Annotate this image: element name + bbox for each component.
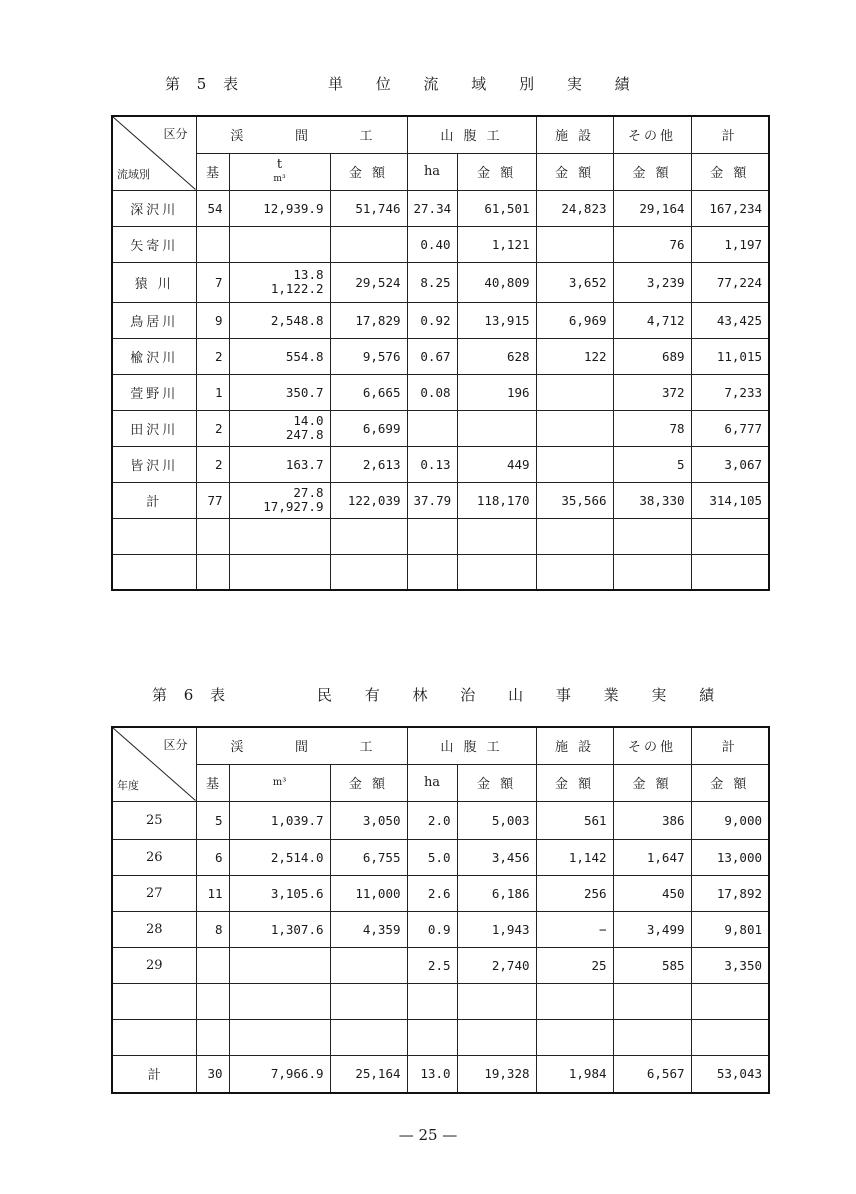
kei-cell: 53,043	[691, 1055, 769, 1093]
row-name-cell	[112, 983, 196, 1019]
volume-cell: 7,966.9	[229, 1055, 330, 1093]
table6-ha-header: ha	[407, 764, 457, 801]
shisetsu-cell: 24,823	[536, 190, 613, 226]
shisetsu-cell: 6,969	[536, 302, 613, 338]
sonota-cell: 3,499	[613, 911, 691, 947]
volume-cell	[229, 1019, 330, 1055]
table6-keikan-char2: 間	[294, 740, 308, 756]
ha-cell: 5.0	[407, 839, 457, 875]
kei-cell: 314,105	[691, 482, 769, 518]
row-name-cell	[112, 518, 196, 554]
keikan-amount-cell: 29,524	[330, 262, 407, 302]
sanpuku-amount-cell	[457, 410, 536, 446]
row-name-cell	[112, 554, 196, 590]
table5-corner-cell	[112, 116, 196, 190]
table6-number: 第 6 表	[152, 686, 232, 704]
row-name-cell: 楡沢川	[112, 338, 196, 374]
kei-cell	[691, 983, 769, 1019]
keikan-amount-cell	[330, 226, 407, 262]
sonota-cell	[613, 1019, 691, 1055]
table5-keikan-char2: 間	[294, 129, 308, 145]
table5-t-unit: t	[276, 156, 283, 172]
shisetsu-cell: 1,984	[536, 1055, 613, 1093]
sanpuku-amount-cell: 13,915	[457, 302, 536, 338]
table-row	[112, 947, 769, 983]
row-name-cell: 29	[112, 947, 196, 983]
kei-cell: 9,000	[691, 801, 769, 839]
ki-cell	[196, 947, 229, 983]
volume-cell: 163.7	[229, 446, 330, 482]
ki-cell: 7	[196, 262, 229, 302]
table-row	[112, 983, 769, 1019]
sonota-cell: 6,567	[613, 1055, 691, 1093]
shisetsu-cell: 122	[536, 338, 613, 374]
ha-cell	[407, 554, 457, 590]
table6-title-row	[0, 684, 856, 708]
sonota-cell: 386	[613, 801, 691, 839]
ha-cell: 2.6	[407, 875, 457, 911]
ki-cell: 5	[196, 801, 229, 839]
volume-line2: 17,927.9	[263, 499, 324, 514]
sanpuku-amount-cell: 1,943	[457, 911, 536, 947]
row-name-cell: 27	[112, 875, 196, 911]
volume-cell: 12,939.9	[229, 190, 330, 226]
table-row	[112, 302, 769, 338]
ki-cell	[196, 1019, 229, 1055]
table6-keikan-amount-header: 金 額	[330, 764, 407, 801]
ha-cell: 27.34	[407, 190, 457, 226]
ki-cell: 54	[196, 190, 229, 226]
shisetsu-cell	[536, 554, 613, 590]
ha-cell: 37.79	[407, 482, 457, 518]
table-row	[112, 875, 769, 911]
ki-cell: 2	[196, 410, 229, 446]
sonota-cell: 76	[613, 226, 691, 262]
sanpuku-amount-cell: 5,003	[457, 801, 536, 839]
table-row	[112, 226, 769, 262]
ki-cell	[196, 226, 229, 262]
shisetsu-cell: 25	[536, 947, 613, 983]
table-row	[112, 1055, 769, 1093]
volume-cell	[229, 554, 330, 590]
kei-cell	[691, 518, 769, 554]
table5-keikan-header	[196, 116, 407, 153]
volume-cell: 1,039.7	[229, 801, 330, 839]
shisetsu-cell: 35,566	[536, 482, 613, 518]
table5	[111, 115, 770, 591]
table5-keikan-amount-header: 金 額	[330, 153, 407, 190]
table5-ki-header: 基	[196, 153, 229, 190]
shisetsu-cell	[536, 983, 613, 1019]
volume-line2: 247.8	[285, 427, 324, 442]
volume-cell	[229, 226, 330, 262]
kei-cell: 43,425	[691, 302, 769, 338]
volume-cell: 1,307.6	[229, 911, 330, 947]
volume-cell: 350.7	[229, 374, 330, 410]
volume-cell: 554.8	[229, 338, 330, 374]
keikan-amount-cell: 122,039	[330, 482, 407, 518]
kei-cell: 1,197	[691, 226, 769, 262]
ha-cell: 0.40	[407, 226, 457, 262]
table6-sonota-amount-header: 金 額	[613, 764, 691, 801]
shisetsu-cell: 3,652	[536, 262, 613, 302]
row-name-cell: 26	[112, 839, 196, 875]
row-name-cell: 猿 川	[112, 262, 196, 302]
sanpuku-amount-cell	[457, 983, 536, 1019]
sanpuku-amount-cell: 40,809	[457, 262, 536, 302]
table5-volume-header	[229, 153, 330, 190]
table-row	[112, 446, 769, 482]
ki-cell: 8	[196, 911, 229, 947]
table5-sanpuku-amount-header: 金 額	[457, 153, 536, 190]
table5-kubun-label: 区分	[163, 127, 188, 141]
sanpuku-amount-cell: 6,186	[457, 875, 536, 911]
table6-sanpuku-amount-header: 金 額	[457, 764, 536, 801]
volume-cell	[229, 410, 330, 446]
table5-row-label: 流域別	[117, 167, 150, 181]
shisetsu-cell	[536, 410, 613, 446]
sanpuku-amount-cell: 3,456	[457, 839, 536, 875]
volume-cell	[229, 983, 330, 1019]
volume-line1: 27.8	[293, 485, 324, 500]
table6	[111, 726, 770, 1094]
volume-cell	[229, 482, 330, 518]
sanpuku-amount-cell: 628	[457, 338, 536, 374]
table6-title: 民 有 林 治 山 事 業 実 績	[317, 686, 729, 704]
page-number: — 25 —	[398, 1126, 458, 1144]
keikan-amount-cell: 51,746	[330, 190, 407, 226]
ha-cell	[407, 410, 457, 446]
keikan-amount-cell: 6,699	[330, 410, 407, 446]
table5-number: 第 5 表	[165, 75, 245, 93]
kei-cell: 77,224	[691, 262, 769, 302]
kei-cell: 3,350	[691, 947, 769, 983]
table5-sonota-header: その他	[613, 116, 691, 153]
table-row	[112, 1019, 769, 1055]
kei-cell	[691, 1019, 769, 1055]
shisetsu-cell: 1,142	[536, 839, 613, 875]
row-name-cell: 矢寄川	[112, 226, 196, 262]
ha-cell: 2.0	[407, 801, 457, 839]
sanpuku-amount-cell: 1,121	[457, 226, 536, 262]
volume-line1: 14.0	[293, 413, 324, 428]
ha-cell: 0.13	[407, 446, 457, 482]
keikan-amount-cell: 6,665	[330, 374, 407, 410]
keikan-amount-cell: 17,829	[330, 302, 407, 338]
table5-title-row	[0, 73, 856, 97]
sanpuku-amount-cell	[457, 1019, 536, 1055]
shisetsu-cell	[536, 374, 613, 410]
row-name-cell	[112, 1019, 196, 1055]
ha-cell: 0.08	[407, 374, 457, 410]
keikan-amount-cell: 6,755	[330, 839, 407, 875]
volume-cell: 2,548.8	[229, 302, 330, 338]
sanpuku-amount-cell: 61,501	[457, 190, 536, 226]
table-row	[112, 839, 769, 875]
table5-keikan-char1: 渓	[230, 129, 244, 145]
kei-cell: 3,067	[691, 446, 769, 482]
keikan-amount-cell	[330, 947, 407, 983]
table-row	[112, 262, 769, 302]
table-row	[112, 518, 769, 554]
sonota-cell: 5	[613, 446, 691, 482]
row-name-cell: 皆沢川	[112, 446, 196, 482]
table5-ha-header: ha	[407, 153, 457, 190]
shisetsu-cell: 561	[536, 801, 613, 839]
table6-shisetsu-amount-header: 金 額	[536, 764, 613, 801]
kei-cell: 6,777	[691, 410, 769, 446]
ha-cell	[407, 983, 457, 1019]
table-row	[112, 338, 769, 374]
ki-cell	[196, 554, 229, 590]
sonota-cell: 1,647	[613, 839, 691, 875]
row-name-cell: 鳥居川	[112, 302, 196, 338]
table5-shisetsu-header: 施 設	[536, 116, 613, 153]
sonota-cell: 372	[613, 374, 691, 410]
volume-line1: 13.8	[293, 267, 324, 282]
ha-cell: 0.9	[407, 911, 457, 947]
table-row	[112, 410, 769, 446]
keikan-amount-cell	[330, 983, 407, 1019]
sonota-cell: 29,164	[613, 190, 691, 226]
sonota-cell: 585	[613, 947, 691, 983]
table5-shisetsu-amount-header: 金 額	[536, 153, 613, 190]
table-row	[112, 801, 769, 839]
kei-cell	[691, 554, 769, 590]
table-row	[112, 190, 769, 226]
sonota-cell	[613, 554, 691, 590]
ha-cell	[407, 518, 457, 554]
keikan-amount-cell: 9,576	[330, 338, 407, 374]
kei-cell: 7,233	[691, 374, 769, 410]
ha-cell: 8.25	[407, 262, 457, 302]
shisetsu-cell	[536, 518, 613, 554]
ha-cell: 13.0	[407, 1055, 457, 1093]
ki-cell	[196, 518, 229, 554]
volume-cell: 3,105.6	[229, 875, 330, 911]
sonota-cell: 78	[613, 410, 691, 446]
table6-m3-header: m³	[229, 764, 330, 801]
row-name-cell: 田沢川	[112, 410, 196, 446]
ki-cell: 6	[196, 839, 229, 875]
volume-cell: 2,514.0	[229, 839, 330, 875]
ki-cell: 2	[196, 338, 229, 374]
sonota-cell: 689	[613, 338, 691, 374]
sonota-cell	[613, 983, 691, 1019]
shisetsu-cell	[536, 1019, 613, 1055]
sonota-cell: 4,712	[613, 302, 691, 338]
table-row	[112, 911, 769, 947]
row-name-cell: 25	[112, 801, 196, 839]
kei-cell: 9,801	[691, 911, 769, 947]
keikan-amount-cell: 2,613	[330, 446, 407, 482]
keikan-amount-cell: 11,000	[330, 875, 407, 911]
table5-title: 単 位 流 域 別 実 績	[328, 75, 644, 93]
table5-kei-amount-header: 金 額	[691, 153, 769, 190]
row-name-cell: 深沢川	[112, 190, 196, 226]
table6-kei-header: 計	[691, 727, 769, 764]
table6-sanpuku-header: 山 腹 工	[407, 727, 536, 764]
sanpuku-amount-cell: 2,740	[457, 947, 536, 983]
table6-shisetsu-header: 施 設	[536, 727, 613, 764]
ki-cell: 77	[196, 482, 229, 518]
table6-corner-cell	[112, 727, 196, 801]
keikan-amount-cell: 25,164	[330, 1055, 407, 1093]
sonota-cell: 3,239	[613, 262, 691, 302]
shisetsu-cell: −	[536, 911, 613, 947]
table6-kei-amount-header: 金 額	[691, 764, 769, 801]
table6-keikan-char1: 渓	[230, 740, 244, 756]
row-name-cell: 計	[112, 1055, 196, 1093]
sanpuku-amount-cell	[457, 518, 536, 554]
table5-sonota-amount-header: 金 額	[613, 153, 691, 190]
table5-keikan-char3: 工	[359, 129, 373, 145]
keikan-amount-cell	[330, 554, 407, 590]
sonota-cell	[613, 518, 691, 554]
table6-kubun-label: 区分	[163, 738, 188, 752]
kei-cell: 13,000	[691, 839, 769, 875]
ha-cell: 0.67	[407, 338, 457, 374]
ki-cell: 11	[196, 875, 229, 911]
table5-sanpuku-header: 山 腹 工	[407, 116, 536, 153]
shisetsu-cell	[536, 226, 613, 262]
sanpuku-amount-cell	[457, 554, 536, 590]
ki-cell: 30	[196, 1055, 229, 1093]
sonota-cell: 38,330	[613, 482, 691, 518]
kei-cell: 11,015	[691, 338, 769, 374]
keikan-amount-cell: 4,359	[330, 911, 407, 947]
table6-keikan-header	[196, 727, 407, 764]
ki-cell	[196, 983, 229, 1019]
table5-m3-unit: m³	[273, 173, 286, 184]
row-name-cell: 計	[112, 482, 196, 518]
sanpuku-amount-cell: 118,170	[457, 482, 536, 518]
sanpuku-amount-cell: 19,328	[457, 1055, 536, 1093]
table-row	[112, 554, 769, 590]
keikan-amount-cell	[330, 518, 407, 554]
ha-cell: 2.5	[407, 947, 457, 983]
shisetsu-cell	[536, 446, 613, 482]
table-row	[112, 482, 769, 518]
ha-cell: 0.92	[407, 302, 457, 338]
volume-cell	[229, 518, 330, 554]
shisetsu-cell: 256	[536, 875, 613, 911]
ki-cell: 9	[196, 302, 229, 338]
ki-cell: 2	[196, 446, 229, 482]
table6-row-label: 年度	[117, 778, 139, 792]
keikan-amount-cell: 3,050	[330, 801, 407, 839]
sanpuku-amount-cell: 449	[457, 446, 536, 482]
row-name-cell: 萱野川	[112, 374, 196, 410]
table6-ki-header: 基	[196, 764, 229, 801]
sanpuku-amount-cell: 196	[457, 374, 536, 410]
volume-cell	[229, 947, 330, 983]
ki-cell: 1	[196, 374, 229, 410]
table6-keikan-char3: 工	[359, 740, 373, 756]
sonota-cell: 450	[613, 875, 691, 911]
volume-line2: 1,122.2	[270, 281, 324, 296]
table5-kei-header: 計	[691, 116, 769, 153]
kei-cell: 17,892	[691, 875, 769, 911]
ha-cell	[407, 1019, 457, 1055]
volume-cell	[229, 262, 330, 302]
keikan-amount-cell	[330, 1019, 407, 1055]
kei-cell: 167,234	[691, 190, 769, 226]
table6-sonota-header: その他	[613, 727, 691, 764]
row-name-cell: 28	[112, 911, 196, 947]
table-row	[112, 374, 769, 410]
